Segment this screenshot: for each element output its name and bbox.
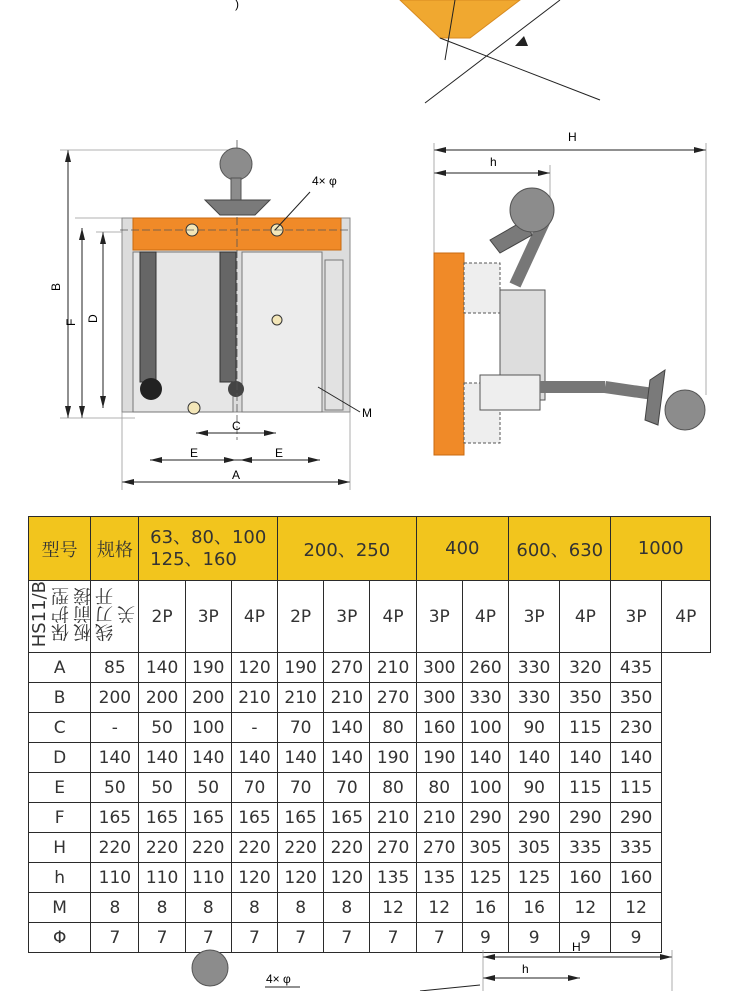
value-cell: 305 <box>509 833 560 863</box>
value-cell: 190 <box>370 743 416 773</box>
side-view-drawing <box>420 125 720 465</box>
value-cell: 50 <box>185 773 231 803</box>
model-name-label: HS11/B保护型 板前接线刀开关 <box>29 581 138 648</box>
value-cell: 120 <box>231 863 277 893</box>
group-header-cell <box>139 517 278 581</box>
value-cell: 120 <box>278 863 324 893</box>
value-cell: - <box>91 713 139 743</box>
value-cell: 140 <box>560 743 611 773</box>
value-cell: 8 <box>91 893 139 923</box>
value-cell: 140 <box>611 743 661 773</box>
value-cell: 160 <box>611 863 661 893</box>
value-cell: 8 <box>278 893 324 923</box>
value-cell: 200 <box>91 683 139 713</box>
value-cell: 320 <box>560 653 611 683</box>
spec-table <box>28 516 711 953</box>
value-cell: 90 <box>509 773 560 803</box>
value-cell: 8 <box>139 893 185 923</box>
pole-cell: 3P <box>611 581 661 653</box>
value-cell: 190 <box>416 743 462 773</box>
value-cell: 8 <box>231 893 277 923</box>
row-name-cell: E <box>29 773 91 803</box>
value-cell: 230 <box>611 713 661 743</box>
value-cell: 290 <box>560 803 611 833</box>
value-cell: 70 <box>278 773 324 803</box>
dim-label-D: D <box>86 314 100 323</box>
value-cell: 16 <box>462 893 508 923</box>
value-cell: 100 <box>462 713 508 743</box>
value-cell: 270 <box>324 653 370 683</box>
value-cell: 50 <box>91 773 139 803</box>
value-cell: 140 <box>324 743 370 773</box>
pole-cell: 3P <box>324 581 370 653</box>
value-cell: 90 <box>509 713 560 743</box>
value-cell: 200 <box>185 683 231 713</box>
value-cell: 210 <box>370 653 416 683</box>
value-cell: 12 <box>416 893 462 923</box>
dim-label-A: A <box>232 468 241 482</box>
table-row <box>29 893 711 923</box>
dim-label-E-left: E <box>190 446 199 460</box>
pole-cell: 4P <box>560 581 611 653</box>
model-name-cell <box>29 581 138 653</box>
value-cell: 270 <box>370 833 416 863</box>
value-cell: 290 <box>611 803 661 833</box>
table-row <box>29 833 711 863</box>
value-cell: 350 <box>611 683 661 713</box>
value-cell: 165 <box>324 803 370 833</box>
value-cell: 110 <box>139 863 185 893</box>
group-header-cell: 1000 <box>611 517 711 581</box>
value-cell: 9 <box>509 923 560 953</box>
value-cell: 9 <box>462 923 508 953</box>
value-cell: 140 <box>278 743 324 773</box>
value-cell: 335 <box>611 833 661 863</box>
value-cell: 190 <box>278 653 324 683</box>
row-name-cell: D <box>29 743 91 773</box>
front-view-drawing <box>0 140 400 495</box>
value-cell: 140 <box>324 713 370 743</box>
value-cell: 115 <box>611 773 661 803</box>
value-cell: 7 <box>91 923 139 953</box>
bottom-dim-label-H: H <box>572 940 581 954</box>
dim-label-F: F <box>64 318 78 326</box>
value-cell: 335 <box>560 833 611 863</box>
value-cell: 290 <box>462 803 508 833</box>
value-cell: 7 <box>278 923 324 953</box>
value-cell: 70 <box>231 773 277 803</box>
value-cell: 140 <box>185 743 231 773</box>
row-name-cell: A <box>29 653 91 683</box>
side-dim-label-H: H <box>568 130 577 144</box>
value-cell: 210 <box>278 683 324 713</box>
row-name-cell: H <box>29 833 91 863</box>
value-cell: 12 <box>611 893 661 923</box>
value-cell: 140 <box>91 743 139 773</box>
pole-cell: 4P <box>231 581 277 653</box>
value-cell: 305 <box>462 833 508 863</box>
value-cell: 330 <box>462 683 508 713</box>
group-header-cell: 200、250 <box>278 517 417 581</box>
header-spec-cell: 规格 <box>91 517 139 581</box>
value-cell: 125 <box>509 863 560 893</box>
value-cell: 220 <box>231 833 277 863</box>
value-cell: 12 <box>560 893 611 923</box>
value-cell: 160 <box>560 863 611 893</box>
value-cell: 7 <box>324 923 370 953</box>
value-cell: 8 <box>185 893 231 923</box>
value-cell: 210 <box>416 803 462 833</box>
bottom-crop-illustration <box>0 935 750 991</box>
value-cell: 100 <box>462 773 508 803</box>
value-cell: 190 <box>185 653 231 683</box>
value-cell: 210 <box>324 683 370 713</box>
value-cell: 260 <box>462 653 508 683</box>
row-name-cell: h <box>29 863 91 893</box>
value-cell: 110 <box>91 863 139 893</box>
table-row <box>29 713 711 743</box>
table-row <box>29 653 711 683</box>
pole-cell: 2P <box>278 581 324 653</box>
row-name-cell: M <box>29 893 91 923</box>
row-name-cell: C <box>29 713 91 743</box>
value-cell: 100 <box>185 713 231 743</box>
poles-row <box>29 581 711 653</box>
value-cell: 270 <box>370 683 416 713</box>
value-cell: 7 <box>416 923 462 953</box>
value-cell: 290 <box>509 803 560 833</box>
value-cell: 115 <box>560 773 611 803</box>
top-crop-illustration <box>0 0 750 110</box>
value-cell: 110 <box>185 863 231 893</box>
side-dim-label-h: h <box>490 155 497 169</box>
table-row <box>29 743 711 773</box>
pole-cell: 3P <box>416 581 462 653</box>
pole-cell: 3P <box>509 581 560 653</box>
value-cell: 165 <box>185 803 231 833</box>
value-cell: 7 <box>139 923 185 953</box>
value-cell: 8 <box>324 893 370 923</box>
value-cell: 220 <box>278 833 324 863</box>
value-cell: 220 <box>185 833 231 863</box>
value-cell: 7 <box>231 923 277 953</box>
dim-label-E-right: E <box>275 446 284 460</box>
row-name-cell: Φ <box>29 923 91 953</box>
value-cell: 270 <box>416 833 462 863</box>
value-cell: 70 <box>324 773 370 803</box>
value-cell: 9 <box>560 923 611 953</box>
value-cell: 7 <box>370 923 416 953</box>
table-row <box>29 773 711 803</box>
value-cell: 120 <box>231 653 277 683</box>
value-cell: 70 <box>278 713 324 743</box>
value-cell: 135 <box>416 863 462 893</box>
value-cell: 200 <box>139 683 185 713</box>
value-cell: 9 <box>611 923 661 953</box>
value-cell: 330 <box>509 653 560 683</box>
value-cell: 80 <box>416 773 462 803</box>
value-cell: 220 <box>91 833 139 863</box>
value-cell: 135 <box>370 863 416 893</box>
value-cell: 350 <box>560 683 611 713</box>
value-cell: 115 <box>560 713 611 743</box>
table-row <box>29 863 711 893</box>
value-cell: 435 <box>611 653 661 683</box>
value-cell: 125 <box>462 863 508 893</box>
value-cell: 165 <box>231 803 277 833</box>
value-cell: 220 <box>139 833 185 863</box>
value-cell: 210 <box>231 683 277 713</box>
pole-cell: 4P <box>370 581 416 653</box>
value-cell: 165 <box>91 803 139 833</box>
arrow-head <box>515 36 528 46</box>
group-header-cell: 400 <box>416 517 508 581</box>
value-cell: 330 <box>509 683 560 713</box>
value-cell: 140 <box>231 743 277 773</box>
value-cell: 50 <box>139 713 185 743</box>
value-cell: 50 <box>139 773 185 803</box>
table-row <box>29 683 711 713</box>
dim-label-B: B <box>49 282 63 291</box>
pole-cell: 4P <box>661 581 710 653</box>
value-cell: 140 <box>509 743 560 773</box>
dim-label-C: C <box>232 419 241 433</box>
value-cell: 300 <box>416 683 462 713</box>
value-cell: 140 <box>139 743 185 773</box>
value-cell: 80 <box>370 773 416 803</box>
value-cell: 12 <box>370 893 416 923</box>
dim-label-4phi: 4× φ <box>312 174 337 188</box>
value-cell: 140 <box>139 653 185 683</box>
value-cell: 165 <box>278 803 324 833</box>
leader-line-2 <box>440 38 600 100</box>
value-cell: 210 <box>370 803 416 833</box>
value-cell: 16 <box>509 893 560 923</box>
group-header-label: 63、80、100 125、160 <box>150 526 267 570</box>
table-header-row <box>29 517 711 581</box>
dim-label-M: M <box>362 406 372 420</box>
row-name-cell: F <box>29 803 91 833</box>
value-cell: 80 <box>370 713 416 743</box>
orange-block <box>400 0 520 38</box>
row-name-cell: B <box>29 683 91 713</box>
value-cell: 140 <box>462 743 508 773</box>
pole-cell: 2P <box>139 581 185 653</box>
value-cell: - <box>231 713 277 743</box>
value-cell: 300 <box>416 653 462 683</box>
pole-cell: 3P <box>185 581 231 653</box>
table-row <box>29 803 711 833</box>
value-cell: 120 <box>324 863 370 893</box>
value-cell: 160 <box>416 713 462 743</box>
value-cell: 7 <box>185 923 231 953</box>
value-cell: 220 <box>324 833 370 863</box>
top-crop-mark: ) <box>235 0 239 11</box>
pole-cell: 4P <box>462 581 508 653</box>
group-header-cell: 600、630 <box>509 517 611 581</box>
header-model-cell: 型号 <box>29 517 91 581</box>
value-cell: 165 <box>139 803 185 833</box>
bottom-dim-label-4phi: 4× φ <box>266 972 291 986</box>
value-cell: 85 <box>91 653 139 683</box>
bottom-dim-label-h: h <box>522 962 529 976</box>
